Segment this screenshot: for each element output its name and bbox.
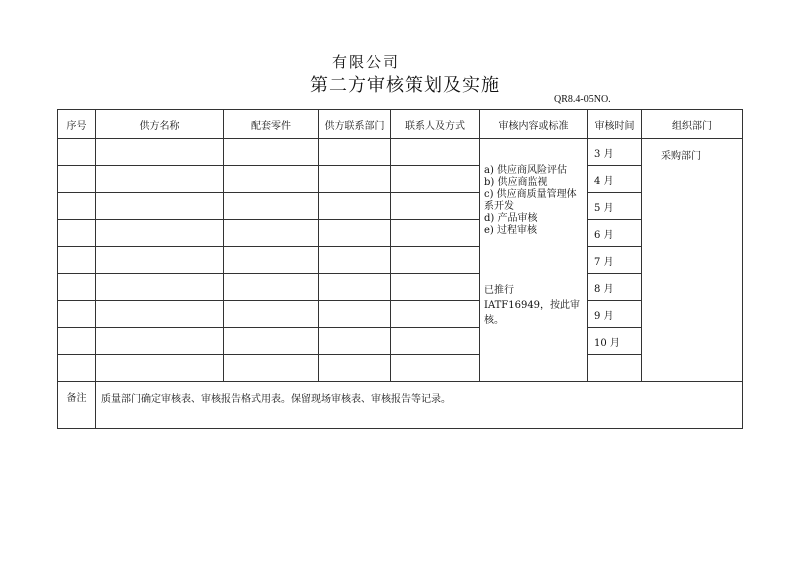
table-cell [58,139,96,166]
audit-content-item: c) 供应商质量管理体系开发 [484,189,577,212]
table-row [58,301,743,328]
table-cell [96,328,224,355]
table-cell [224,193,319,220]
column-header: 组织部门 [642,110,743,139]
table-cell [224,274,319,301]
table-row [58,355,743,382]
table-cell [58,355,96,382]
table-cell [58,274,96,301]
audit-month: 7 月 [588,247,642,274]
table-cell [58,328,96,355]
table-cell [96,193,224,220]
table-cell [224,328,319,355]
table-cell [319,328,391,355]
table-cell [96,139,224,166]
audit-month: 10 月 [588,328,642,355]
table-row [58,166,743,193]
table-cell [391,355,480,382]
org-department: 采购部门 [642,139,743,382]
table-row [58,274,743,301]
audit-month: 3 月 [588,139,642,166]
audit-month: 6 月 [588,220,642,247]
table-row [58,139,743,166]
table-cell [96,274,224,301]
table-cell [391,166,480,193]
table-cell [58,193,96,220]
table-cell [224,301,319,328]
table-cell [58,166,96,193]
audit-month [588,355,642,382]
column-header: 序号 [58,110,96,139]
table-cell [96,355,224,382]
table-cell [319,355,391,382]
table-cell [319,220,391,247]
column-header: 联系人及方式 [391,110,480,139]
table-row [58,193,743,220]
column-header: 审核内容或标准 [480,110,588,139]
table-cell [224,247,319,274]
table-cell [96,247,224,274]
table-cell [96,301,224,328]
table-cell [224,355,319,382]
table-cell [319,193,391,220]
audit-plan-table [57,109,743,429]
audit-content-cell [480,139,588,382]
audit-content-item: a) 供应商风险评估 [484,165,568,176]
table-cell [58,247,96,274]
table-cell [224,220,319,247]
table-row [58,247,743,274]
audit-month: 9 月 [588,301,642,328]
table-cell [391,247,480,274]
column-header: 供方联系部门 [319,110,391,139]
table-cell [224,139,319,166]
table-cell [391,301,480,328]
table-cell [319,301,391,328]
table-cell [391,328,480,355]
audit-month: 5 月 [588,193,642,220]
column-header: 供方名称 [96,110,224,139]
audit-month: 8 月 [588,274,642,301]
remark-label: 备注 [58,382,96,429]
document-number: QR8.4-05NO. [554,94,611,105]
remark-text: 质量部门确定审核表、审核报告格式用表。保留现场审核表、审核报告等记录。 [96,382,743,429]
table-cell [391,139,480,166]
audit-content-item: e) 过程审核 [484,225,537,236]
table-cell [319,247,391,274]
column-header: 审核时间 [588,110,642,139]
audit-content-item: b) 供应商监视 [484,177,548,188]
table-cell [319,139,391,166]
table-cell [224,166,319,193]
audit-content-item: d) 产品审核 [484,213,538,224]
remark-row [58,382,743,429]
audit-content-note: 已推行 IATF16949，按此审核。 [484,285,581,326]
table-cell [58,301,96,328]
audit-month: 4 月 [588,166,642,193]
table-cell [391,220,480,247]
column-header: 配套零件 [224,110,319,139]
table-cell [58,220,96,247]
table-cell [391,193,480,220]
company-name: 有限公司 [332,53,401,71]
table-cell [319,166,391,193]
table-cell [96,166,224,193]
document-title: 第二方审核策划及实施 [310,75,500,96]
table-cell [96,220,224,247]
table-cell [319,274,391,301]
table-cell [391,274,480,301]
table-row [58,328,743,355]
table-row [58,220,743,247]
